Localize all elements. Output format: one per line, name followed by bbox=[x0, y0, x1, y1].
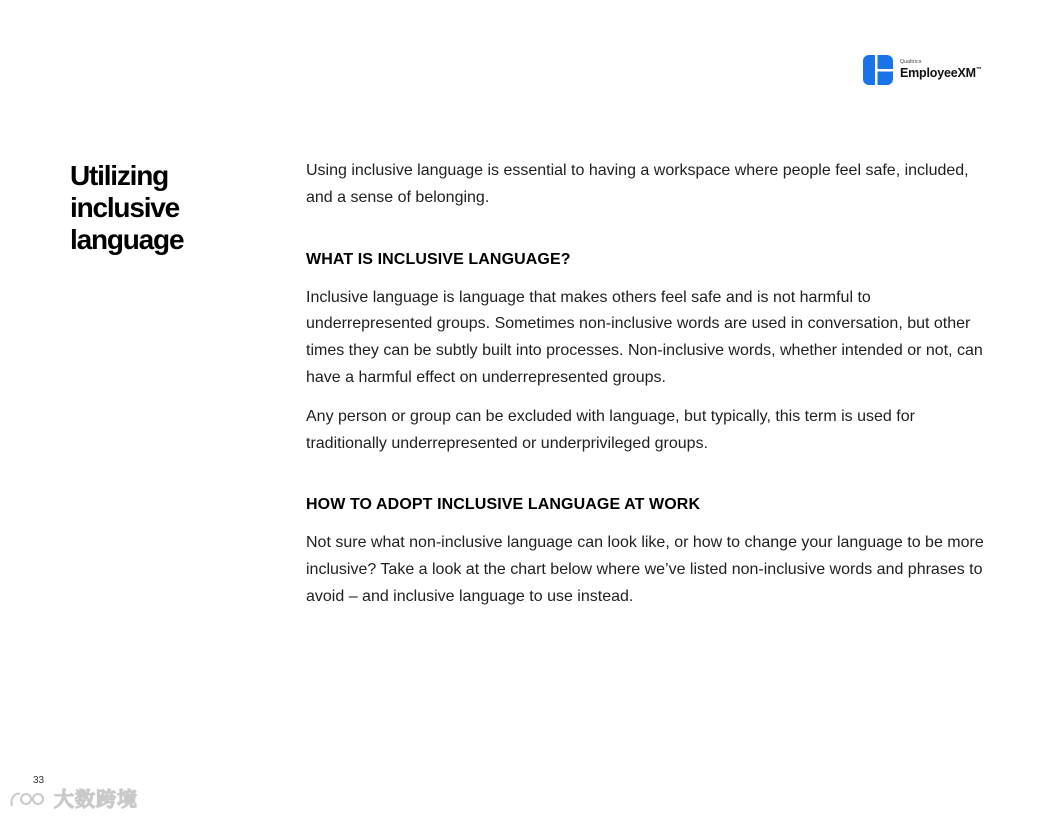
brand-sub-label: Qualtrics bbox=[900, 59, 922, 66]
section-paragraph: Inclusive language is language that makes others feel safe and is not harmful to underrepresented groups. Sometimes non-inclusive words are used in conversation, but other times they can be subtly built into processes. Non-inclusive words, whether intended or not, can have a harmful effect on underrepresented groups. bbox=[306, 288, 983, 386]
brand-name-row bbox=[900, 67, 982, 80]
page-title: Utilizing inclusive language bbox=[70, 160, 184, 255]
watermark bbox=[8, 783, 138, 812]
section-paragraph: Any person or group can be excluded with language, but typically, this term is used for traditionally underrepresented or underprivileged groups. bbox=[306, 407, 915, 452]
qualtrics-logo-icon bbox=[862, 54, 894, 86]
brand-trademark: ™ bbox=[975, 67, 982, 74]
watermark-logo-icon bbox=[8, 786, 50, 810]
brand-wordmark bbox=[900, 60, 982, 80]
section-paragraph: Not sure what non-inclusive language can look like, or how to change your language to be more inclusive? Take a look at the chart below where we’ve listed non-inclusive words and phrases to avoid – and inclusive language to use instead. bbox=[306, 534, 984, 605]
section-heading-how-to-adopt: HOW TO ADOPT INCLUSIVE LANGUAGE AT WORK bbox=[306, 496, 701, 514]
intro-paragraph: Using inclusive language is essential to having a workspace where people feel safe, included, and a sense of belonging. bbox=[306, 162, 969, 206]
watermark-text: 大数跨境 bbox=[54, 789, 138, 811]
section-heading-what-is: WHAT IS INCLUSIVE LANGUAGE? bbox=[306, 250, 571, 268]
brand-logo bbox=[862, 54, 982, 86]
brand-name: EmployeeXM bbox=[900, 66, 976, 81]
main-content bbox=[306, 158, 986, 611]
page-number: 33 bbox=[33, 775, 45, 786]
